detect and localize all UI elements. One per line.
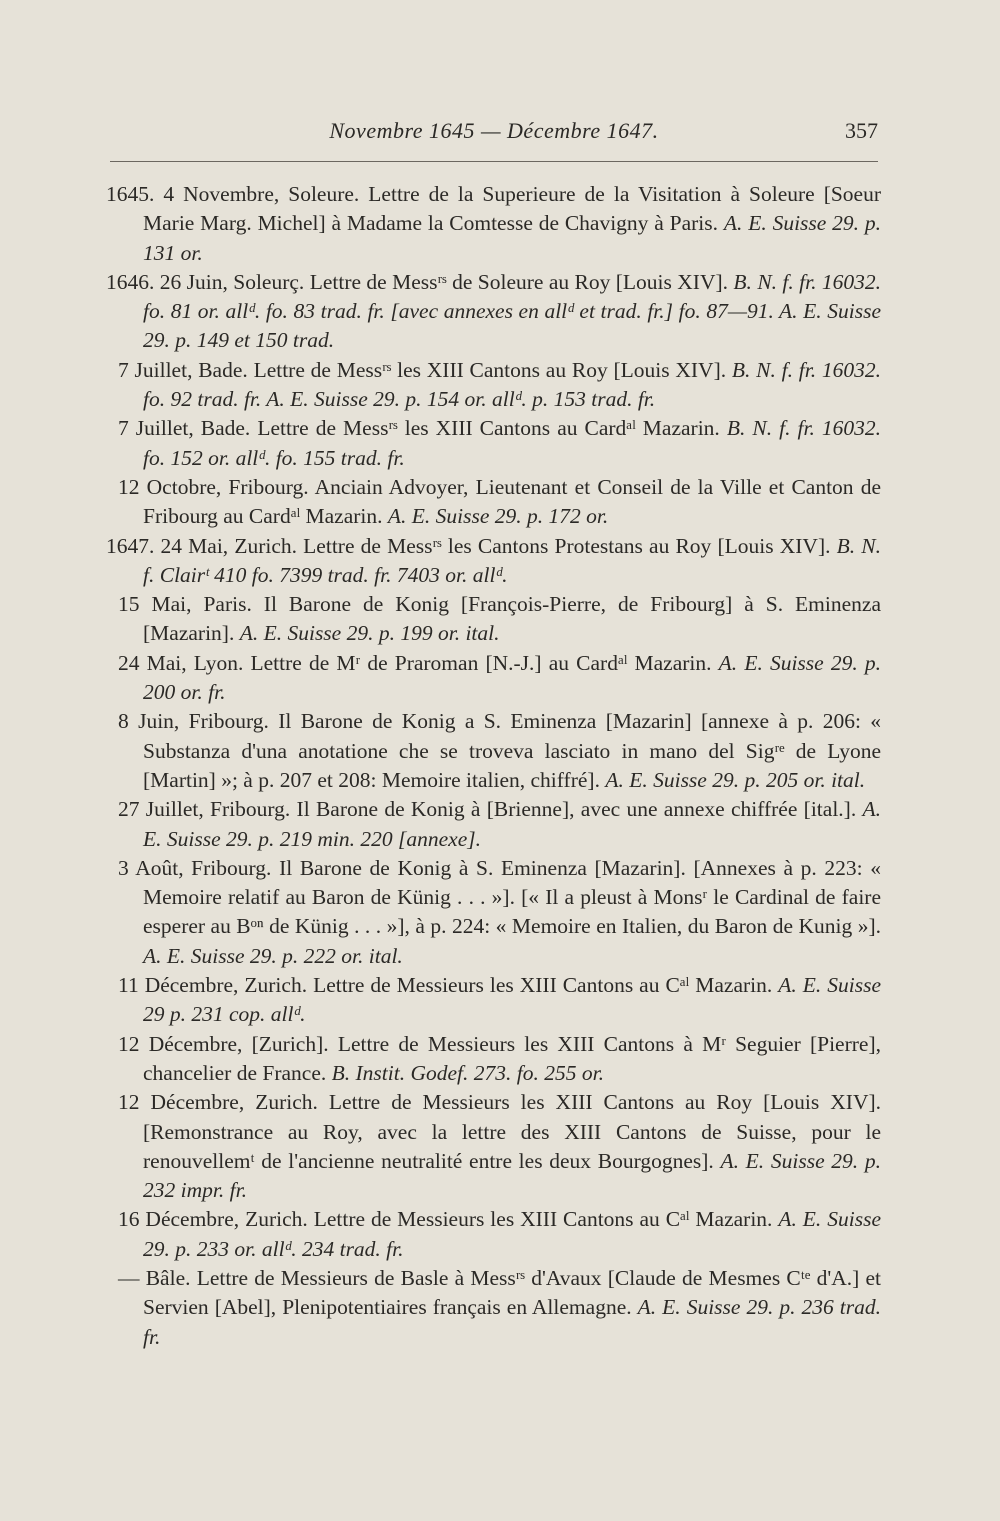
entry: [106, 1030, 881, 1089]
entry: [106, 356, 881, 415]
entry-text: Lettre de la Superieure de la Visitation à Soleure [Soeur Marie Marg. Michel] à Madame la Comtesse de Chavigny à Paris.: [143, 182, 882, 236]
entry-text: Lettre de Messieurs les XIII Cantons au Roy [Louis XIV]. [Remonstrance au Roy, avec la lettre des XIII Cantons de Suisse, pour le renouvellemᵗ de l'ancienne neutralité entre les deux Bourgognes].: [143, 1090, 882, 1173]
entry: [106, 707, 881, 795]
entry-date: 26 Juin, Soleurç.: [159, 269, 305, 294]
entry-date: — Bâle.: [118, 1265, 191, 1290]
entry: [106, 180, 881, 268]
entry-text: Lettre de Messʳˢ les XIII Cantons au Roy [Louis XIV].: [253, 357, 727, 382]
entry: [106, 1088, 881, 1205]
entry: [106, 1264, 881, 1352]
entry-text: Anciain Advoyer, Lieutenant et Conseil de la Ville et Canton de Fribourg au Cardᵃˡ Mazarin.: [143, 474, 882, 529]
entry-reference: A. E. Suisse 29. p. 205 or. ital.: [605, 767, 866, 792]
entry-reference: A. E. Suisse 29. p. 222 or. ital.: [143, 943, 403, 968]
page-number: 357: [845, 118, 878, 143]
entry-reference: A. E. Suisse 29. p. 200 or. fr.: [143, 650, 881, 705]
entry-text: Lettre de Mʳ de Praroman [N.-J.] au Cardᵃˡ Mazarin.: [250, 650, 712, 675]
entry-date: 3 Août, Fribourg.: [118, 855, 272, 880]
entry-reference: A. E. Suisse 29. p. 233 or. allᵈ. 234 trad. fr.: [143, 1207, 881, 1261]
entry-reference: B. N. f. fr. 16032. fo. 81 or. allᵈ. fo. 83 trad. fr. [avec annexes en allᵈ et trad. fr.] fo. 87—91. A. E. Suisse 29. p. 149 et 150 trad.: [143, 269, 881, 353]
entry-reference: A. E. Suisse 29. p. 219 min. 220 [annexe].: [143, 797, 882, 851]
entry-text: Lettre de Messieurs de Basle à Messʳˢ d'Avaux [Claude de Mesmes Cᵗᵉ d'A.] et Servien [Abel], Plenipotentiaires français en Allemagne.: [143, 1265, 881, 1320]
entry-reference: A. E. Suisse 29. p. 236 trad. fr.: [143, 1295, 881, 1349]
entry-reference: A. E. Suisse 29. p. 131 or.: [143, 211, 881, 265]
header-rule: [110, 161, 878, 162]
entry-list: [106, 180, 881, 1352]
entry-date: 8 Juin, Fribourg.: [118, 709, 269, 734]
entry: [106, 414, 881, 473]
entry-date: 12 Décembre, Zurich.: [118, 1090, 318, 1115]
entry-reference: B. N. f. fr. 16032. fo. 152 or. allᵈ. fo. 155 trad. fr.: [143, 416, 882, 470]
entry: [106, 854, 881, 971]
entry: [106, 795, 881, 854]
entry-date: 12 Décembre, [Zurich].: [118, 1031, 329, 1056]
entry-reference: B. Instit. Godef. 273. fo. 255 or.: [331, 1060, 604, 1085]
entry-reference: A. E. Suisse 29. p. 172 or.: [387, 504, 609, 529]
entry-reference: B. N. f. Clairᵗ 410 fo. 7399 trad. fr. 7403 or. allᵈ.: [143, 533, 882, 587]
entry-reference: A. E. Suisse 29 p. 231 cop. allᵈ.: [143, 973, 881, 1027]
entry: [106, 473, 881, 532]
entry-text: Il Barone de Konig à [Brienne], avec une annexe chiffrée [ital.].: [296, 797, 857, 822]
entry-year: 1646.: [106, 269, 155, 294]
entry-date: 16 Décembre, Zurich.: [118, 1207, 308, 1232]
entry-reference: A. E. Suisse 29. p. 199 or. ital.: [239, 621, 500, 646]
entry-reference: B. N. f. fr. 16032. fo. 92 trad. fr. A. E. Suisse 29. p. 154 or. allᵈ. p. 153 trad. fr.: [143, 357, 882, 412]
entry-date: 4 Novembre, Soleure.: [163, 182, 360, 206]
entry-text: Lettre de Messʳˢ les XIII Cantons au Cardᵃˡ Mazarin.: [257, 416, 720, 441]
entry-text: Lettre de Messʳˢ les Cantons Protestans au Roy [Louis XIV].: [303, 533, 831, 558]
entry-date: 11 Décembre, Zurich.: [118, 973, 308, 998]
running-title: Novembre 1645 — Décembre 1647.: [329, 118, 659, 143]
entry: [106, 971, 881, 1030]
entry: [106, 532, 881, 591]
entry: [106, 649, 881, 708]
entry: [106, 1205, 881, 1264]
entry-date: 7 Juillet, Bade.: [118, 357, 248, 382]
entry-text: Il Barone de Konig [François-Pierre, de Fribourg] à S. Eminenza [Mazarin].: [143, 592, 881, 646]
entry-date: 24 Mai, Lyon.: [118, 650, 244, 675]
entry-text: Lettre de Messieurs les XIII Cantons au Cᵃˡ Mazarin.: [313, 1207, 773, 1232]
entry-year: 1645.: [106, 182, 155, 206]
entry: [106, 590, 881, 649]
entry-text: Lettre de Messʳˢ de Soleure au Roy [Louis XIV].: [309, 269, 729, 294]
entry-text: Il Barone de Konig à S. Eminenza [Mazarin]. [Annexes à p. 223: « Memoire relatif au Baron de Künig . . . »]. [« Il a pleust à Monsʳ le Cardinal de faire esperer au Bᵒⁿ de Künig . . . »], à p. 224: « Memoire en Italien, du Baron de Kunig »].: [143, 855, 881, 939]
entry-date: 24 Mai, Zurich.: [160, 533, 298, 558]
entry-date: 15 Mai, Paris.: [118, 592, 252, 617]
entry-year: 1647.: [106, 533, 155, 558]
entry-date: 7 Juillet, Bade.: [118, 416, 251, 441]
page-header: [110, 118, 878, 150]
entry-text: Lettre de Messieurs les XIII Cantons au Cᵃˡ Mazarin.: [313, 973, 773, 998]
entry-text: Il Barone de Konig a S. Eminenza [Mazarin] [annexe à p. 206: « Substanza d'una anotatione che se troveva lasciato in mano del Sigʳᵉ de Lyone [Martin] »; à p. 207 et 208: Memoire italien, chiffré].: [143, 709, 882, 792]
entry-text: Lettre de Messieurs les XIII Cantons à Mʳ Seguier [Pierre], chancelier de France.: [143, 1031, 881, 1085]
entry-date: 27 Juillet, Fribourg.: [118, 797, 291, 822]
entry-reference: A. E. Suisse 29. p. 232 impr. fr.: [143, 1148, 881, 1203]
entry: [106, 268, 881, 356]
entry-date: 12 Octobre, Fribourg.: [118, 474, 309, 499]
